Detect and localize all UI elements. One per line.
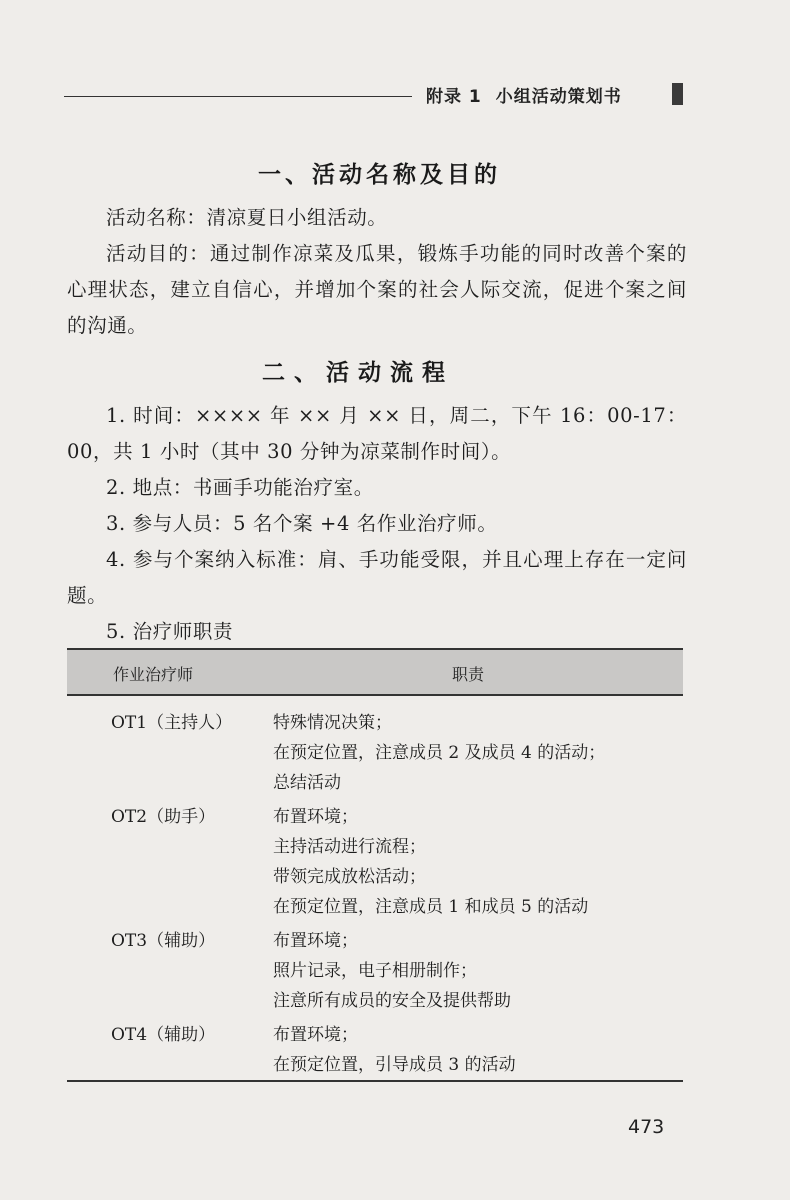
table-header: [67, 648, 683, 696]
duty-item: 带领完成放松活动；: [273, 867, 426, 887]
duty-item: 总结活动: [273, 773, 341, 793]
flow-item-time: 1. 时间：×××× 年 ×× 月 ×× 日，周二，下午 16：00-17：00，共 1 小时（其中 30 分钟为凉菜制作时间）。: [67, 404, 687, 463]
activity-name-paragraph: 活动名称：清凉夏日小组活动。: [106, 206, 388, 229]
duty-list: [273, 926, 511, 1016]
duty-item: 照片记录，电子相册制作；: [273, 961, 477, 981]
therapist-role: OT1（主持人）: [111, 713, 233, 733]
duty-item: 布置环境；: [273, 931, 358, 951]
therapist-role: OT2（助手）: [111, 807, 216, 827]
duty-item: 注意所有成员的安全及提供帮助: [273, 991, 511, 1011]
duty-list: [273, 802, 588, 922]
header-appendix: 附录 1: [426, 87, 482, 107]
column-header-duties: 职责: [452, 665, 485, 684]
flow-item-location: 2. 地点：书画手功能治疗室。: [106, 476, 374, 499]
therapist-duties-table: [67, 648, 683, 1075]
activity-purpose-paragraph: 活动目的：通过制作凉菜及瓜果，锻炼手功能的同时改善个案的心理状态，建立自信心，并增加个案的社会人际交流，促进个案之间的沟通。: [67, 242, 687, 337]
header-text: [426, 82, 622, 107]
duty-list: [273, 708, 605, 798]
duty-item: 在预定位置，注意成员 2 及成员 4 的活动；: [273, 743, 606, 763]
duty-item: 主持活动进行流程；: [273, 837, 426, 857]
flow-item-therapist-duties: 5. 治疗师职责: [106, 620, 234, 643]
duty-item: 布置环境；: [273, 807, 358, 827]
flow-item-participants: 3. 参与人员：5 名个案 +4 名作业治疗师。: [106, 512, 498, 535]
duty-item: 布置环境；: [273, 1025, 358, 1045]
therapist-role: OT4（辅助）: [111, 1025, 216, 1045]
section1-body: [67, 200, 687, 344]
running-header: [64, 80, 684, 110]
header-title: 小组活动策划书: [495, 87, 622, 107]
flow-item-criteria: 4. 参与个案纳入标准：肩、手功能受限，并且心理上存在一定问题。: [67, 548, 687, 607]
section1-heading: 一、活动名称及目的: [258, 161, 501, 188]
duty-list: [273, 1020, 516, 1080]
duty-item: 在预定位置，注意成员 1 和成员 5 的活动: [273, 897, 589, 917]
header-thumb-mark: [672, 83, 683, 105]
duty-item: 在预定位置，引导成员 3 的活动: [273, 1055, 516, 1075]
therapist-role: OT3（辅助）: [111, 931, 216, 951]
duty-item: 特殊情况决策；: [273, 713, 392, 733]
column-header-therapist: 作业治疗师: [113, 665, 194, 684]
table-bottom-rule: [67, 1080, 683, 1082]
section2-body: [67, 398, 687, 650]
section2-heading: 二、活动流程: [262, 359, 454, 386]
page-number: 473: [628, 1116, 665, 1138]
header-rule: [64, 96, 412, 97]
